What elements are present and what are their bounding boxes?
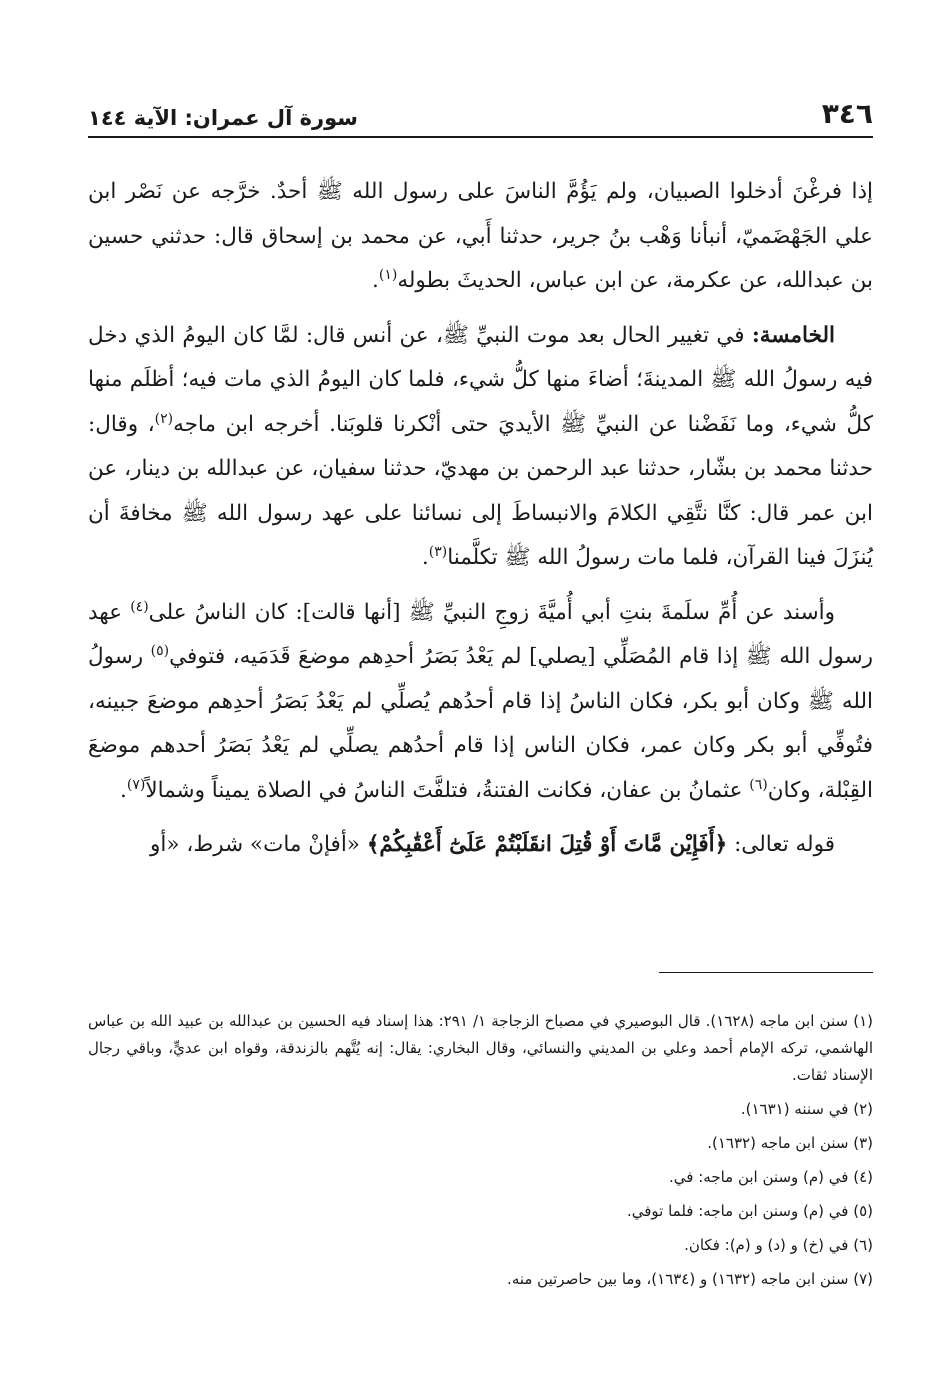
footnote-3: (٣) سنن ابن ماجه (١٦٣٢).	[707, 1134, 873, 1152]
paragraph-4-text-a: قوله تعالى:	[727, 832, 835, 857]
footnotes	[88, 1008, 873, 1300]
paragraph-4	[88, 823, 873, 868]
paragraph-1	[88, 170, 873, 304]
footnote-ref-3: (٣)	[428, 543, 448, 560]
paragraph-3-text-a: وأسند عن أُمِّ سلَمةَ بنتِ أبي أُميَّةَ زوجِ النبيِّ ﷺ [أنها قالت]: كان الناسُ على	[148, 599, 835, 625]
paragraph-1-end: .	[372, 268, 379, 293]
paragraph-3	[88, 591, 873, 814]
footnote-5: (٥) في (م) وسنن ابن ماجه: فلما توفي.	[626, 1202, 873, 1220]
paragraph-3-end: .	[120, 777, 127, 803]
footnote-ref-1: (١)	[378, 266, 398, 283]
footnote-2: (٢) في سننه (١٦٣١).	[740, 1100, 873, 1118]
paragraph-2	[88, 314, 873, 581]
paragraph-2-text-b: ، وقال: حدثنا محمد بن بشّار، حدثنا عبد الرحمن بن مهديّ، حدثنا سفيان، عن عبدالله بن دينار، عن ابن عمر قال: كنَّا نتَّقِي الكلامَ والانبساطَ إلى نسائنا على عهد رسول الله ﷺ مخافةَ أن يُنزَلَ فينا القرآن، فلما مات رسولُ الله ﷺ تكلَّمنا	[88, 411, 873, 570]
paragraph-4-text-b: «أفإنْ مات» شرط، «أو	[150, 832, 367, 857]
running-title: سورة آل عمران: الآية ١٤٤	[88, 106, 358, 130]
main-text	[88, 170, 873, 878]
footnote-7: (٧) سنن ابن ماجه (١٦٣٢) و (١٦٣٤)، وما بين حاصرتين منه.	[507, 1270, 873, 1288]
footnote-ref-4: (٤)	[130, 598, 149, 615]
paragraph-3-text-b: عهد رسول الله ﷺ إذا قام المُصَلِّي [يصلي] لم يَعْدُ بَصَرُ أحدِهم موضعَ قَدَمَيه، فتوفي	[88, 599, 873, 669]
footnote-4: (٤) في (م) وسنن ابن ماجه: في.	[669, 1168, 873, 1186]
paragraph-2-end: .	[421, 545, 429, 570]
footnote-1: (١) سنن ابن ماجه (١٦٢٨). قال البوصيري في مصباح الزجاجة ١/ ٢٩١: هذا إسناد فيه الحسين بن عبدالله بن عبيد الله بن عباس الهاشمي، تركه الإمام أحمد وعلي بن المديني والنسائي، وقال البخاري: يقال: إنه يُتَّهم بالزندقة، وقواه ابن عديٍّ، وباقي رجال الإسناد ثقات.	[88, 1012, 873, 1084]
footnote-divider	[659, 972, 873, 973]
footnote-ref-5: (٥)	[150, 642, 170, 659]
quran-verse: ﴿أَفَإِيْن مَّاتَ أَوْ قُتِلَ انقَلَبْتُمْ عَلَىٰٓ أَعْقَٰبِكُمْ﴾	[366, 832, 728, 857]
footnote-ref-7: (٧)	[126, 776, 146, 793]
section-label-fifth: الخامسة:	[751, 322, 835, 348]
footnote-ref-6: (٦)	[749, 776, 768, 793]
page-number: ٣٤٦	[821, 97, 873, 130]
paragraph-3-text-d: عثمانُ بن عفان، فكانت الفتنةُ، فتلفَّتَ الناسُ في الصلاة يميناً وشمالاً	[145, 777, 750, 803]
page-header	[88, 90, 873, 138]
footnote-6: (٦) في (خ) و (د) و (م): فكان.	[684, 1236, 873, 1254]
paragraph-2-text-a: في تغيير الحال بعد موت النبيِّ ﷺ، عن أنس قال: لمَّا كان اليومُ الذي دخل فيه رسولُ الله ﷺ المدينةَ؛ أضاءَ منها كلُّ شيء، فلما كان اليومُ الذي مات فيه؛ أظلَم منها كلُّ شيء، وما نَفَضْنا عن النبيِّ ﷺ الأيديَ حتى أنْكرنا قلوبَنا. أخرجه ابن ماجه	[88, 322, 873, 437]
paragraph-3-text-c: رسولُ الله ﷺ وكان أبو بكر، فكان الناسُ إذا قام أحدُهم يُصلِّي لم يَعْدُ بَصَرُ أحدِهم موضعَ جبينه، فتُوفِّي أبو بكر وكان عمر، فكان الناس إذا قام أحدُهم يصلِّي لم يَعْدُ بَصَرُ أحدهم موضعَ القِبْلة، وكان	[88, 644, 873, 803]
footnote-ref-2: (٢)	[154, 410, 174, 427]
paragraph-1-text: إذا فرغْنَ أدخلوا الصبيان، ولم يَؤُمَّ الناسَ على رسول الله ﷺ أحدٌ. خرَّجه عن نَصْر ابن علي الجَهْضَميّ، أنبأنا وَهْب بنُ جرير، حدثنا أَبي، عن محمد بن إسحاق قال: حدثني حسين بن عبدالله، عن عكرمة، عن ابن عباس، الحديثَ بطوله	[88, 179, 873, 293]
